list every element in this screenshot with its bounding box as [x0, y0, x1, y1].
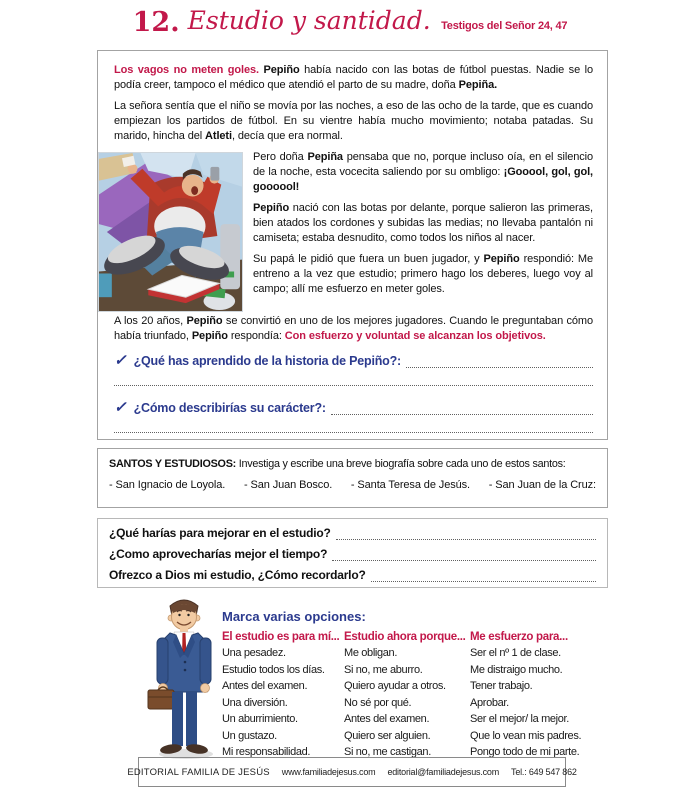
question-label: ¿Qué has aprendido de la historia de Pepiño?:	[133, 354, 402, 368]
story-box	[97, 50, 608, 440]
option-item[interactable]: Pongo todo de mi parte.	[470, 746, 580, 758]
question-row-2	[114, 401, 593, 415]
question-row-1	[114, 354, 593, 368]
answer-line	[114, 432, 593, 433]
paragraph-pregnancy	[114, 99, 593, 144]
option-item[interactable]: Un aburrimiento.	[222, 713, 298, 725]
text-segment: Pepiño	[483, 253, 520, 265]
scripture-reference: Testigos del Señor 24, 47	[441, 20, 568, 32]
saint-item: - San Juan de la Cruz:	[488, 479, 596, 491]
website-url[interactable]: www.familiadejesus.com	[281, 767, 376, 777]
option-item[interactable]: Quiero ser alguien.	[344, 729, 431, 742]
text-segment: La señora sentía que el niño se movía por las noches, a eso de las ocho de la tarde, que es cuando empiezan los partidos de fútbol. En su vientre había mucho movimiento; notaba patadas. Su marido, hincha del	[114, 100, 593, 142]
text-segment: Pepiño	[186, 315, 223, 327]
option-item[interactable]: Una pesadez.	[222, 647, 286, 659]
option-item[interactable]: Tener trabajo.	[470, 680, 533, 692]
option-column-study-because	[344, 631, 466, 761]
answer-line	[332, 549, 596, 561]
text-segment: , decía que era normal.	[231, 130, 343, 142]
paragraph-intro	[114, 63, 593, 93]
option-list	[344, 645, 466, 761]
text-segment: Pepiña.	[458, 79, 498, 91]
text-segment: respondió: Me entreno a la vez que estudio; primero hago los deberes, luego voy al campo; allí me esfuerzo en meter goles.	[253, 253, 593, 295]
paragraph-success	[114, 314, 593, 344]
text-segment: pensaba que no, porque incluso oía, en el silencio de la noche, esta vocecita saliendo por su ombligo:	[253, 151, 593, 178]
text-segment: Su papá le pidió que fuera un buen jugador, y	[253, 253, 484, 265]
santos-heading-rest: Investiga y escribe una breve biografía sobre cada uno de estos santos:	[236, 458, 566, 470]
option-item[interactable]: Una diversión.	[222, 696, 288, 709]
text-segment: había nacido con las botas de fútbol puestas. Nadie se lo podía creer, tampoco el médico que atendió el parto de su madre, doña	[114, 64, 593, 91]
answer-line	[371, 570, 596, 582]
lazy-student-drawing	[99, 153, 242, 311]
text-segment: Atleti	[205, 130, 232, 142]
page-title	[0, 6, 700, 38]
reflection-row	[109, 569, 596, 582]
option-column-effort-for	[470, 631, 581, 761]
option-list	[222, 645, 339, 761]
businessman-drawing	[140, 594, 228, 762]
option-item[interactable]: Un gustazo.	[222, 729, 277, 742]
options-title: Marca varias opciones:	[222, 609, 366, 624]
reflection-question: ¿Qué harías para mejorar en el estudio?	[109, 526, 331, 540]
option-column-study-is	[222, 631, 339, 761]
option-item[interactable]: Ser el nº 1 de clase.	[470, 647, 561, 659]
question-label: ¿Cómo describirías su carácter?:	[133, 401, 326, 415]
option-item[interactable]: Antes del examen.	[222, 680, 308, 692]
reflection-row	[109, 548, 596, 561]
option-item[interactable]: Mi responsabilidad.	[222, 746, 311, 758]
text-segment: Con esfuerzo y voluntad se alcanzan los objetivos.	[284, 330, 546, 342]
check-icon: ✓	[114, 399, 127, 416]
option-column-header: El estudio es para mí...	[222, 631, 340, 643]
reflection-box	[97, 518, 608, 588]
businessman-illustration	[140, 594, 228, 762]
santos-heading	[109, 458, 596, 470]
answer-line	[114, 385, 593, 386]
publisher-name: EDITORIAL FAMILIA DE JESÚS	[127, 766, 270, 778]
option-column-header: Estudio ahora porque...	[344, 631, 466, 643]
lesson-title: Estudio y santidad.	[187, 6, 431, 35]
reflection-row	[109, 527, 596, 540]
saint-item: - Santa Teresa de Jesús.	[350, 479, 470, 491]
email-address[interactable]: editorial@familiadejesus.com	[387, 767, 500, 777]
option-item[interactable]: Ser el mejor/ la mejor.	[470, 713, 569, 725]
text-segment: A los 20 años,	[114, 315, 187, 327]
answer-line	[336, 528, 596, 540]
saint-item: - San Ignacio de Loyola.	[109, 479, 226, 491]
saints-list	[109, 479, 596, 491]
option-item[interactable]: Estudio todos los días.	[222, 663, 325, 676]
text-segment: Pero doña	[253, 151, 308, 163]
option-item[interactable]: Aprobar.	[470, 696, 509, 709]
lazy-student-illustration	[98, 152, 243, 312]
option-item[interactable]: Antes del examen.	[344, 713, 430, 725]
text-segment: Pepiño	[263, 64, 300, 76]
option-item[interactable]: Quiero ayudar a otros.	[344, 680, 446, 692]
text-segment: ¡Gooool, gol, gol, goooool!	[253, 166, 593, 193]
saint-item: - San Juan Bosco.	[243, 479, 333, 491]
option-item[interactable]: No sé por qué.	[344, 696, 412, 709]
answer-line	[406, 356, 593, 368]
option-list	[470, 645, 581, 761]
text-segment: nació con las botas por delante, porque salieron las primeras, bien atados los cordones y subidas las medias; no llevaba pantalón ni camiseta; estaba desnudito, como todos los niños al nacer.	[253, 202, 593, 244]
option-item[interactable]: Si no, me aburro.	[344, 663, 423, 676]
text-segment: Pepiño	[191, 330, 228, 342]
santos-heading-lead: SANTOS Y ESTUDIOSOS:	[109, 458, 236, 470]
option-item[interactable]: Me obligan.	[344, 647, 398, 659]
option-item[interactable]: Si no, me castigan.	[344, 746, 431, 758]
text-segment: respondía:	[227, 330, 285, 342]
santos-box	[97, 448, 608, 508]
text-segment: Pepiña	[307, 151, 343, 163]
option-item[interactable]: Que lo vean mis padres.	[470, 729, 582, 742]
reflection-question: ¿Como aprovecharías mejor el tiempo?	[109, 547, 328, 561]
check-icon: ✓	[114, 352, 127, 369]
lesson-number: 12.	[132, 7, 180, 38]
answer-line	[331, 403, 593, 415]
text-segment: Los vagos no meten goles.	[114, 64, 264, 76]
option-column-header: Me esfuerzo para...	[470, 631, 568, 643]
text-segment: Pepiño	[253, 202, 290, 214]
footer-bar	[127, 757, 577, 787]
phone-number: Tel.: 649 547 862	[511, 767, 577, 777]
reflection-question: Ofrezco a Dios mi estudio, ¿Cómo recordarlo?	[109, 568, 366, 582]
option-item[interactable]: Me distraigo mucho.	[470, 663, 563, 676]
text-segment: se convirtió en uno de los mejores jugadores. Cuando le preguntaban cómo había triunfado,	[114, 315, 593, 342]
